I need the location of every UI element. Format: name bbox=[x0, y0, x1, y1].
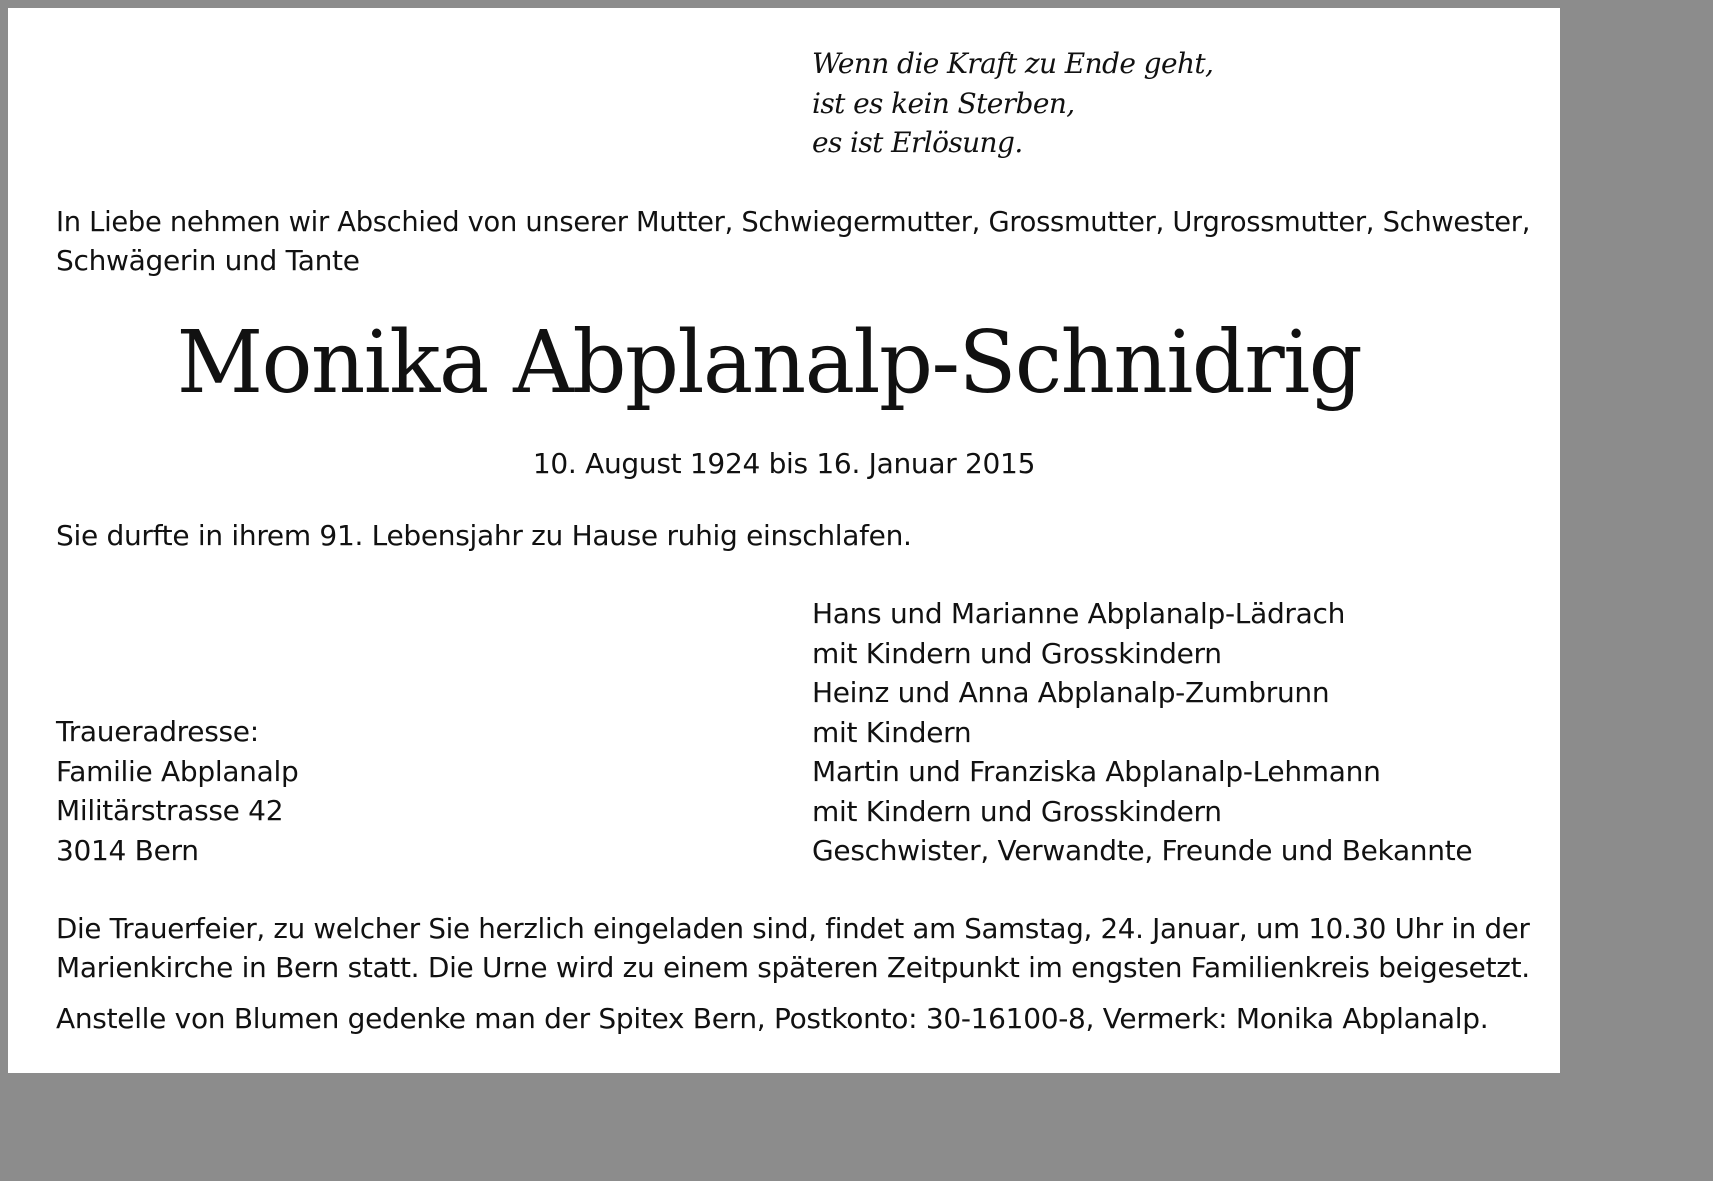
mourners-list bbox=[812, 594, 1472, 871]
ceremony-line: Marienkirche in Bern statt. Die Urne wird zu einem späteren Zeitpunkt im engsten Familienkreis beigesetzt. bbox=[56, 951, 1530, 984]
motto-quote bbox=[812, 44, 1213, 163]
mourner-line: mit Kindern bbox=[812, 715, 972, 749]
mourner-line: Geschwister, Verwandte, Freunde und Bekannte bbox=[812, 834, 1473, 867]
mourner-line: mit Kindern und Grosskindern bbox=[812, 636, 1222, 670]
ceremony-line: Die Trauerfeier, zu welcher Sie herzlich eingeladen sind, findet am Samstag, 24. Januar, um 10.30 Uhr in der bbox=[56, 912, 1530, 945]
motto-line: es ist Erlösung. bbox=[812, 126, 1023, 159]
address-line: Militärstrasse 42 bbox=[56, 794, 284, 827]
obituary-notice bbox=[8, 8, 1560, 1073]
intro-line: Schwägerin und Tante bbox=[56, 244, 360, 277]
address-line: Traueradresse: bbox=[56, 715, 259, 748]
address-line: 3014 Bern bbox=[56, 833, 199, 867]
motto-line: Wenn die Kraft zu Ende geht, bbox=[812, 47, 1214, 80]
mourner-line: Heinz und Anna Abplanalp-Zumbrunn bbox=[812, 676, 1330, 709]
mourner-line: Martin und Franziska Abplanalp-Lehmann bbox=[812, 755, 1381, 788]
donation-text: Anstelle von Blumen gedenke man der Spitex Bern, Postkonto: 30-16100-8, Vermerk: Monika Abplanalp. bbox=[56, 1002, 1489, 1035]
statement-text: Sie durfte in ihrem 91. Lebensjahr zu Hause ruhig einschlafen. bbox=[56, 519, 912, 552]
address-line: Familie Abplanalp bbox=[56, 754, 299, 788]
motto-line: ist es kein Sterben, bbox=[812, 86, 1075, 120]
mourning-address bbox=[56, 712, 298, 870]
intro-line: In Liebe nehmen wir Abschied von unserer Mutter, Schwiegermutter, Grossmutter, Urgrossmutter, Schwester, bbox=[56, 205, 1531, 238]
life-dates: 10. August 1924 bis 16. Januar 2015 bbox=[532, 447, 1036, 480]
mourner-line: Hans und Marianne Abplanalp-Lädrach bbox=[812, 597, 1346, 630]
deceased-name: Monika Abplanalp-Schnidrig bbox=[176, 313, 1362, 413]
mourner-line: mit Kindern und Grosskindern bbox=[812, 794, 1222, 828]
